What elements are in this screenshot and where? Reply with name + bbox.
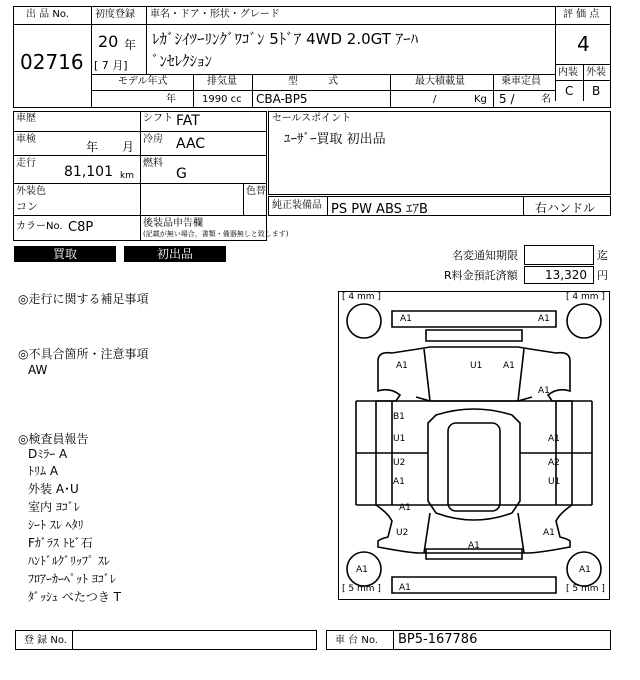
mark-trunk-2: A1	[468, 541, 480, 551]
defect-item: AW	[28, 363, 48, 377]
displacement-value: 1990 cc	[202, 94, 242, 105]
aircon-value: AAC	[176, 136, 206, 152]
inspector-line: ﾌﾛｱｰｶｰﾍﾟｯﾄ ﾖｺﾞﾚ	[28, 572, 116, 586]
mark-front-bumper-left: A1	[400, 314, 412, 324]
divider	[493, 74, 494, 108]
mark-door-rear-right-2: U1	[548, 477, 561, 487]
sales-point-label: セールスポイント	[272, 113, 352, 124]
exterior-color-label: 外装色	[16, 186, 46, 197]
inspector-line: 室内 ﾖｺﾞﾚ	[28, 500, 80, 514]
car-name-line1: ﾚｶﾞｼｲﾂｰﾘﾝｸﾞﾜｺﾞﾝ 5ﾄﾞｱ 4WD 2.0GT ｱｰﾊ	[152, 30, 419, 48]
max-load-label: 最大積載量	[415, 76, 465, 87]
max-load-slash: /	[433, 94, 437, 105]
lot-label: 出 品 No.	[26, 9, 69, 20]
divider	[72, 630, 73, 650]
tire-depth-rr: 5	[572, 584, 579, 594]
steering-value: 右ハンドル	[535, 201, 596, 215]
divider	[146, 6, 147, 74]
divider	[91, 90, 555, 91]
divider	[91, 74, 555, 75]
transfer-deadline-unit: 迄	[597, 249, 608, 262]
mark-fender-front-left: A1	[396, 361, 408, 371]
tire-depth-fr: 4	[572, 292, 579, 302]
model-year-unit: 年	[166, 94, 176, 105]
defects-title: ◎不具合箇所・注意事項	[18, 347, 149, 361]
inspector-line: ｼｰﾄ ｽﾚ ﾍﾀﾘ	[28, 518, 84, 532]
inspector-line: Dﾐﾗｰ A	[28, 447, 68, 461]
fuel-value: G	[176, 166, 187, 182]
divider	[583, 64, 584, 101]
divider	[91, 6, 92, 108]
divider	[91, 24, 555, 25]
divider	[327, 196, 328, 216]
color-no-value: C8P	[68, 220, 94, 235]
inspector-line: Fｶﾞﾗｽ ﾄﾋﾞ石	[28, 536, 93, 550]
mark-front-bumper-right: A1	[538, 314, 550, 324]
tire-unit: mm	[356, 584, 375, 594]
mark-door-rear-left-2: A1	[393, 477, 405, 487]
first-reg-label: 初度登録	[95, 9, 135, 20]
car-diagram	[338, 291, 610, 600]
divider	[13, 24, 91, 25]
exterior-label: 外装	[586, 67, 606, 78]
inspection-label: 車検	[16, 134, 36, 145]
recycle-unit: 円	[597, 269, 608, 282]
interior-label: 内装	[558, 67, 578, 78]
max-load-unit: Kg	[474, 94, 487, 105]
divider	[13, 155, 267, 156]
mark-hood-2: A1	[503, 361, 515, 371]
mark-door-front-left: B1	[393, 412, 405, 422]
divider	[390, 74, 391, 108]
mark-hood: U1	[470, 361, 483, 371]
aircon-label: 冷房	[143, 134, 163, 145]
aftermarket-label: 後装品申告欄	[143, 218, 203, 229]
tire-label-rr: [ 5 mm ]	[566, 584, 605, 594]
divider	[193, 74, 194, 108]
year-unit: 年	[124, 38, 137, 52]
interior-grade: C	[565, 84, 574, 98]
mark-fender-front-right: A1	[538, 386, 550, 396]
capacity-label: 乗車定員	[501, 76, 541, 87]
transfer-deadline-label: 名変通知期限	[452, 249, 518, 262]
score-value: 4	[577, 32, 590, 56]
divider	[555, 6, 556, 101]
shift-label: シフト	[143, 113, 173, 124]
mileage-unit: km	[120, 171, 134, 181]
tire-label-fr: [ 4 mm ]	[566, 292, 605, 302]
reg-no-label: 登 録 No.	[24, 635, 67, 646]
exterior-grade: B	[592, 84, 601, 98]
tire-unit: mm	[580, 292, 599, 302]
sales-point-text: ﾕｰｻﾞｰ買取 初出品	[284, 132, 386, 147]
tag-first-listing: 初出品	[124, 246, 226, 262]
model-value: CBA-BP5	[256, 92, 308, 106]
chassis-number: BP5-167786	[398, 632, 478, 647]
divider	[13, 215, 267, 216]
equipment-value: PS PW ABS ｴｱB	[331, 202, 428, 217]
inspector-line: ﾄﾘﾑ A	[28, 464, 59, 478]
mileage-label: 走行	[16, 158, 36, 169]
inspector-line: ﾊﾝﾄﾞﾙｸﾞﾘｯﾌﾟ ｽﾚ	[28, 554, 110, 568]
recycle-amount: 13,320	[545, 268, 587, 282]
capacity-unit: 名	[541, 94, 551, 105]
divider	[393, 630, 394, 650]
lot-number: 02716	[20, 50, 84, 74]
first-reg-year: 20	[98, 32, 119, 51]
mark-wheel-rear-right: A1	[579, 565, 591, 575]
mark-door-front-right: A1	[548, 434, 560, 444]
mark-quarter-rear-right: A1	[543, 528, 555, 538]
model-label: 型 式	[288, 76, 338, 87]
tire-label-rl: [ 5 mm ]	[342, 584, 381, 594]
mark-door-rear-left: U2	[393, 458, 406, 468]
car-name-label: 車名・ドア・形状・グレード	[150, 9, 280, 20]
inspection-year-unit: 年	[86, 140, 99, 154]
mark-trunk: U2	[396, 528, 409, 538]
capacity-value: 5 /	[499, 92, 515, 106]
score-label: 評 価 点	[563, 9, 600, 20]
tire-unit: mm	[580, 584, 599, 594]
mark-door-rear-right: A2	[548, 458, 560, 468]
divider	[243, 183, 244, 215]
displacement-label: 排気量	[207, 76, 237, 87]
divider	[252, 74, 253, 108]
tire-unit: mm	[356, 292, 375, 302]
inspection-month-unit: 月	[122, 140, 135, 154]
history-label: 車歴	[16, 113, 36, 124]
exterior-color-value: コン	[16, 200, 38, 213]
supplement-title: ◎走行に関する補足事項	[18, 292, 149, 306]
inspector-line: ﾀﾞｯｼｭ べたつき T	[28, 590, 121, 604]
shift-value: FAT	[176, 113, 200, 129]
tag-purchase: 買取	[14, 246, 116, 262]
divider	[13, 183, 267, 184]
chassis-label: 車 台 No.	[335, 635, 378, 646]
divider	[555, 24, 611, 25]
inspector-title: ◎検査員報告	[18, 432, 89, 446]
divider	[13, 131, 267, 132]
mileage-value: 81,101	[64, 164, 113, 180]
mark-door-front-left-2: U1	[393, 434, 406, 444]
mark-rear-bumper: A1	[399, 583, 411, 593]
fuel-label: 燃料	[143, 158, 163, 169]
transfer-deadline-box	[524, 245, 594, 265]
recycle-label: R料金預託済額	[444, 269, 518, 282]
tire-label-fl: [ 4 mm ]	[342, 292, 381, 302]
color-change-label: 色替	[246, 186, 266, 197]
tire-depth-rl: 5	[348, 584, 355, 594]
model-year-label: モデル年式	[118, 76, 168, 87]
equipment-label: 純正装備品	[272, 200, 322, 211]
color-no-label: カラーNo.	[16, 221, 63, 232]
tire-depth-fl: 4	[348, 292, 355, 302]
car-name-line2: ﾞﾝｾﾚｸｼｮﾝ	[152, 52, 213, 70]
aftermarket-note: (記載が無い場合，書類・備器無しと致します)	[143, 230, 289, 238]
mark-quarter-rear-left: A1	[399, 503, 411, 513]
mark-wheel-rear-left: A1	[356, 565, 368, 575]
first-reg-month: [ 7 月]	[94, 59, 128, 72]
inspector-line: 外装 A･U	[28, 482, 79, 496]
divider	[523, 196, 524, 216]
